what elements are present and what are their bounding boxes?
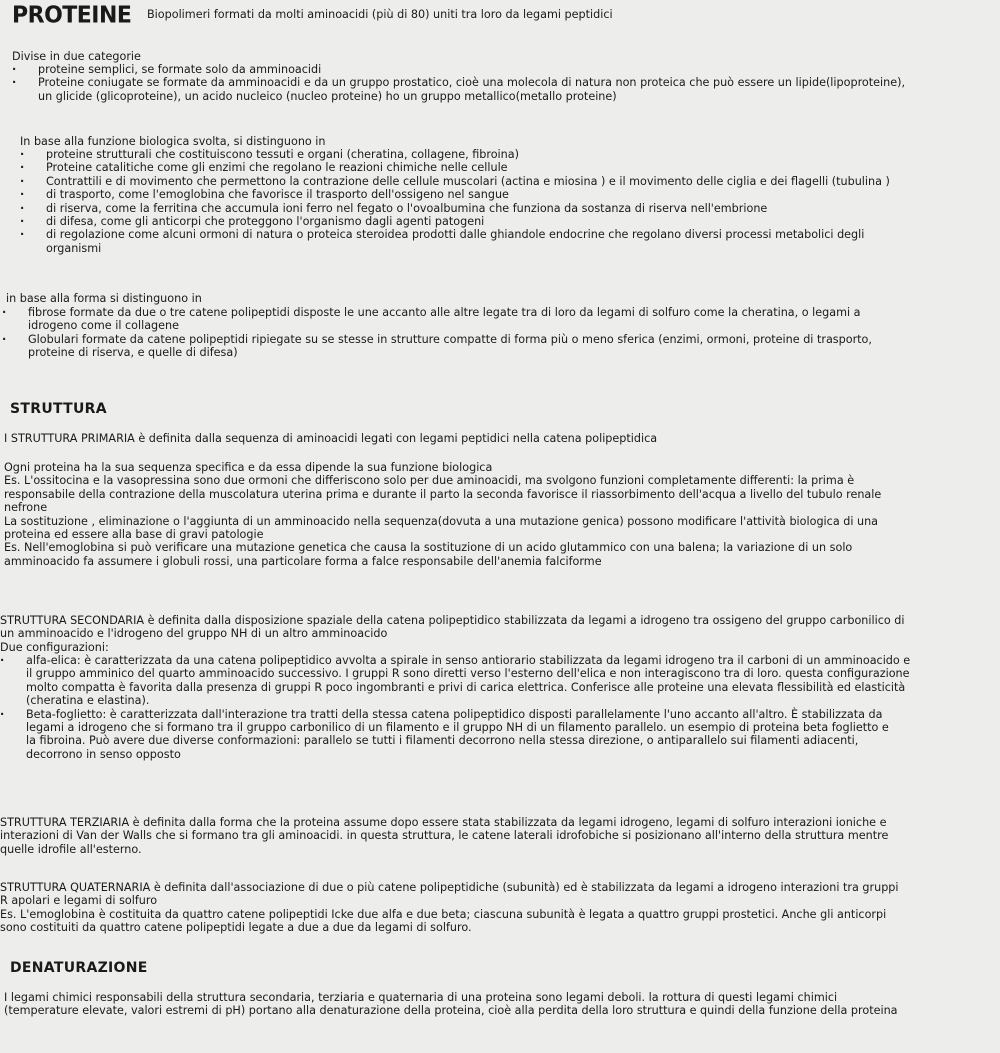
- primaria-definition: I STRUTTURA PRIMARIA è definita dalla sequenza di aminoacidi legati con legami peptidici nella catena polipeptidica: [4, 432, 658, 445]
- funzione-item: [46, 228, 890, 255]
- funzione-item: [46, 175, 890, 188]
- funzione-item: [46, 188, 890, 201]
- denaturazione-heading: DENATURAZIONE: [10, 960, 148, 976]
- primaria-text-line: nefrone: [4, 501, 48, 515]
- forma-item-line: · Globulari formate da catene polipeptidi ripiegate su se stesse in strutture compatte di forma più o meno sferica (enzimi, ormoni, proteine di trasporto,: [28, 332, 872, 346]
- primaria-text-line: La sostituzione , eliminazione o l'aggiunta di un amminoacido nella sequenza(dovuta a una mutazione genica) possono modificare l'attività biologica di una: [4, 514, 879, 528]
- struttura-terziaria: [0, 816, 888, 856]
- categorie-item-line: · Proteine coniugate se formate da amminoacidi e da un gruppo prostatico, cioè una molecola di natura non proteica che può essere un lipide(lipoproteine),: [38, 76, 906, 90]
- configurazione-item-line: la fibroina. Può avere due diverse conformazioni: parallelo se tutti i filamenti decorrono nella stessa direzione, o antiparallelo sui filamenti adiacenti,: [26, 734, 859, 748]
- categorie-item-line: un glicide (glicoproteine), un acido nucleico (nucleo proteine) ho un gruppo metallico(metallo proteine): [38, 89, 617, 103]
- quaternaria-text-line: Es. L'emoglobina è costituita da quattro catene polipeptidi Icke due alfa e due beta; ciascuna subunità è legata a quattro gruppi prostetici. Anche gli anticorpi: [0, 907, 887, 921]
- primaria-text-line: Ogni proteina ha la sua sequenza specifica e da essa dipende la sua funzione biologica: [4, 461, 493, 474]
- page-subtitle: Biopolimeri formati da molti aminoacidi (più di 80) uniti tra loro da legami peptidici: [147, 8, 613, 21]
- funzione-item-line: · proteine strutturali che costituiscono tessuti e organi (cheratina, collagene, fibroina): [46, 148, 519, 161]
- secondaria-text-line: un amminoacido e l'idrogeno del gruppo NH di un altro amminoacido: [0, 627, 388, 641]
- forma-item: [28, 333, 872, 360]
- secondaria-text-line: STRUTTURA SECONDARIA è definita dalla disposizione spaziale della catena polipeptidico stabilizzata da legami a idrogeno tra ossigeno del gruppo carbonilico di: [0, 614, 905, 627]
- struttura-heading: STRUTTURA: [10, 401, 107, 417]
- forma-item-line: idrogeno come il collagene: [28, 319, 180, 333]
- primaria-body: [4, 461, 881, 568]
- forma-item-line: · fibrose formate da due o tre catene polipeptidi disposte le une accanto alle altre legate tra di loro da legami di solfuro come la cheratina, o legami a: [28, 306, 861, 319]
- struttura-secondaria: [0, 614, 904, 654]
- forma-list: [28, 306, 872, 360]
- configurazione-item-line: · alfa-elica: è caratterizzata da una catena polipeptidico avvolta a spirale in senso antiorario stabilizzata da legami idrogeno tra il carboni di un amminoacido e: [26, 654, 911, 667]
- struttura-quaternaria: [0, 881, 899, 935]
- denaturazione-body: [4, 991, 898, 1018]
- struttura-primaria: [4, 432, 657, 445]
- funzione-item: [46, 148, 890, 161]
- funzione-item: [46, 161, 890, 174]
- funzione-section: [20, 135, 326, 148]
- terziaria-text-line: quelle idrofile all'esterno.: [0, 842, 142, 856]
- quaternaria-text-line: R apolari e legami di solfuro: [0, 894, 158, 908]
- funzione-item-line: · di trasporto, come l'emoglobina che favorisce il trasporto dell'ossigeno nel sangue: [46, 188, 509, 202]
- funzione-list: [46, 148, 890, 255]
- configurazione-item-line: decorrono in senso opposto: [26, 747, 181, 761]
- forma-section: [6, 292, 202, 305]
- forma-item-line: proteine di riserva, e quelle di difesa): [28, 346, 238, 360]
- terziaria-text-line: interazioni di Van der Walls che si formano tra gli aminoacidi. in questa struttura, le catene laterali idrofobiche si posizionano all'interno della struttura mentre: [0, 829, 889, 843]
- configurazione-item-line: molto compatta è favorita dalla presenza di gruppi R poco ingombranti e privi di carica elettrica. Conferisce alle proteine una elevata flessibilità ed elasticità: [26, 680, 906, 694]
- funzione-item-line: organismi: [46, 241, 102, 255]
- funzione-item: [46, 215, 890, 228]
- quaternaria-text-line: STRUTTURA QUATERNARIA è definita dall'associazione di due o più catene polipeptidiche (subunità) ed è stabilizzata da legami a idrogeno interazioni tra gruppi: [0, 881, 899, 894]
- funzione-item-line: · Contrattili e di movimento che permettono la contrazione delle cellule muscolari (actina e miosina ) e il movimento delle ciglia e dei flagelli (tubulina ): [46, 174, 890, 188]
- configurazione-item: [26, 708, 910, 762]
- configurazione-item-line: · Beta-foglietto: è caratterizzata dall'interazione tra tratti della stessa catena polipeptidico disposti parallelamente l'uno accanto all'altro. È stabilizzata da: [26, 707, 883, 721]
- configurazione-item-line: legami a idrogeno che si formano tra il gruppo carbonilico di un filamento e il gruppo NH di un filamento parallelo. un esempio di proteina beta foglietto e: [26, 721, 889, 735]
- forma-item: [28, 306, 872, 333]
- primaria-text-line: amminoacido fa assumere i globuli rossi, una particolare forma a falce responsabile dell'anemia falciforme: [4, 554, 602, 568]
- terziaria-text-line: STRUTTURA TERZIARIA è definita dalla forma che la proteina assume dopo essere stata stabilizzata da legami idrogeno, legami di solfuro interazioni ioniche e: [0, 816, 887, 829]
- secondaria-list: [26, 654, 910, 761]
- categorie-section: [12, 50, 141, 63]
- primaria-text-line: responsabile della contrazione della muscolatura uterina prima e durante il parto la seconda favorisce il riassorbimento dell'acqua a livello del tubulo renale: [4, 487, 882, 501]
- denaturazione-text-line: I legami chimici responsabili della struttura secondaria, terziaria e quaternaria di una proteina sono legami deboli. la rottura di questi legami chimici: [4, 991, 838, 1004]
- categorie-intro: Divise in due categorie: [12, 50, 141, 63]
- primaria-text-line: proteina ed essere alla base di gravi patologie: [4, 528, 264, 542]
- funzione-intro: In base alla funzione biologica svolta, si distinguono in: [20, 135, 326, 148]
- page-title: PROTEINE: [12, 2, 132, 29]
- configurazione-item-line: il gruppo amminico del quarto amminoacido successivo. I gruppi R sono diretti verso l'esterno dell'elica e non interagiscono tra di loro. questa configurazione: [26, 667, 910, 681]
- funzione-item-line: · di regolazione come alcuni ormoni di natura o proteica steroidea prodotti dalle ghiandole endocrine che regolano diversi processi metabolici degli: [46, 228, 865, 242]
- categorie-item-line: · proteine semplici, se formate solo da amminoacidi: [38, 63, 322, 76]
- denaturazione-text-line: (temperature elevate, valori estremi di pH) portano alla denaturazione della proteina, cioè alla perdita della loro struttura e quindi della funzione della proteina: [4, 1004, 898, 1018]
- quaternaria-text-line: sono costituiti da quattro catene polipeptidi legate a due a due da legami di solfuro.: [0, 921, 472, 935]
- configurazione-item: [26, 654, 910, 708]
- forma-intro: in base alla forma si distinguono in: [6, 292, 202, 305]
- funzione-item-line: · Proteine catalitiche come gli enzimi che regolano le reazioni chimiche nelle cellule: [46, 161, 508, 175]
- secondaria-text-line: Due configurazioni:: [0, 640, 109, 654]
- title-row: [12, 2, 613, 29]
- categorie-item: [38, 63, 905, 76]
- primaria-text-line: Es. L'ossitocina e la vasopressina sono due ormoni che differiscono solo per due aminoacidi, ma svolgono funzioni completamente differenti: la prima è: [4, 474, 855, 488]
- funzione-item-line: · di riserva, come la ferritina che accumula ioni ferro nel fegato o l'ovoalbumina che funziona da sostanza di riserva nell'embrione: [46, 201, 768, 215]
- categorie-item: [38, 76, 905, 103]
- categorie-list: [38, 63, 905, 103]
- funzione-item-line: · di difesa, come gli anticorpi che proteggono l'organismo dagli agenti patogeni: [46, 215, 485, 229]
- funzione-item: [46, 202, 890, 215]
- primaria-text-line: Es. Nell'emoglobina si può verificare una mutazione genetica che causa la sostituzione di un acido glutammico con una balena; la variazione di un solo: [4, 541, 853, 555]
- configurazione-item-line: (cheratina e elastina).: [26, 694, 150, 708]
